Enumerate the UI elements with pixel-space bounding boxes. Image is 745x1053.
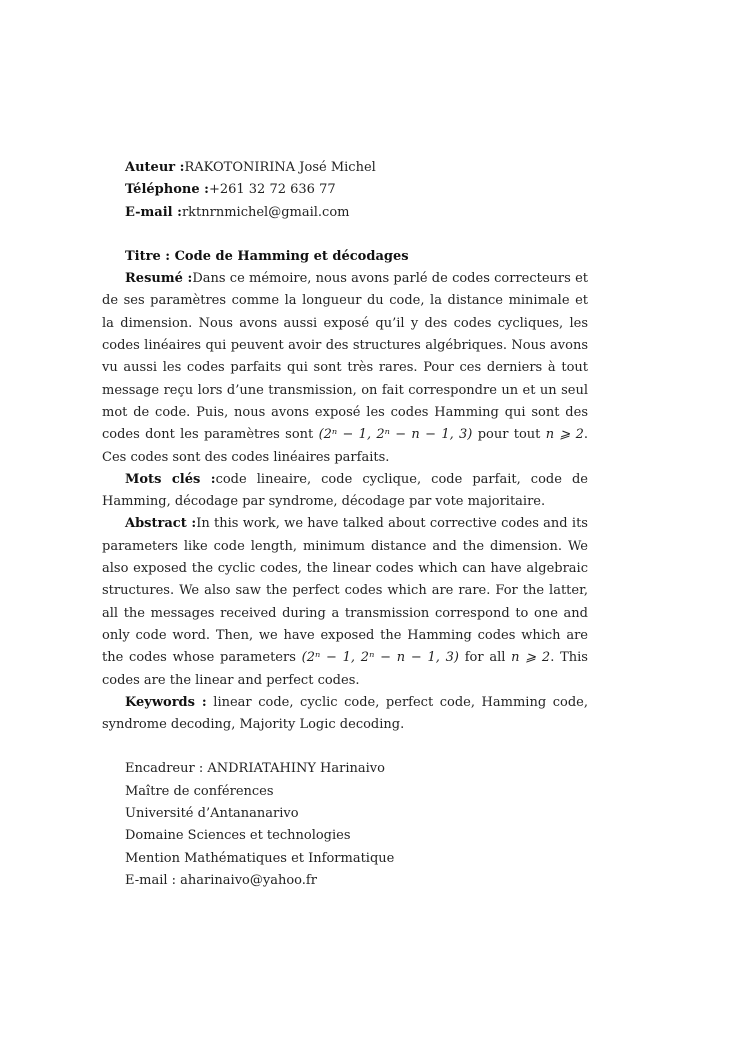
supervisor-domain: Domaine Sciences et technologies	[125, 828, 351, 844]
supervisor-email: E-mail : aharinaivo@yahoo.fr	[125, 872, 317, 888]
supervisor-rank: Maître de conférences	[125, 783, 274, 799]
email-label: E-mail :	[125, 204, 182, 220]
keywords-label: Keywords :	[125, 694, 207, 710]
keywords-text: linear code, cyclic code, perfect code, Hamming code, syndrome decoding, Majority Logic decoding.	[102, 694, 588, 733]
abstract-label: Abstract :	[125, 516, 197, 532]
resume-paragraph	[102, 268, 588, 469]
abstract-text-end: . This codes are the linear and perfect codes.	[102, 650, 588, 688]
document-title-line	[102, 246, 588, 268]
phone-label: Téléphone :	[125, 182, 209, 198]
abstract-paragraph	[102, 513, 588, 691]
phone-number: +261 32 72 636 77	[208, 182, 336, 198]
supervisor-university: Université d’Antananarivo	[125, 806, 299, 822]
abstract-condition: n ⩾ 2	[511, 650, 551, 666]
resume-label: Resumé :	[125, 271, 193, 287]
abstract-text-mid: for all	[464, 650, 506, 666]
abstract-text: In this work, we have talked about corrective codes and its parameters like code length, minimum distance and the dimension. We also exposed the cyclic codes, the linear codes which can have algebraic structures. We also saw the perfect codes which are rare. For the latter, all the messages received during a transmission correspond to one and only code word. Then, we have exposed the Hamming codes which are the codes whose parameters	[102, 516, 588, 666]
email-address: rktnrnmichel@gmail.com	[181, 204, 350, 220]
email-line	[102, 202, 588, 224]
resume-math: (2ⁿ − 1, 2ⁿ − n − 1, 3)	[318, 427, 473, 443]
mots-cles-paragraph	[102, 469, 588, 514]
author-line	[102, 157, 588, 179]
supervisor-mention: Mention Mathématiques et Informatique	[125, 850, 395, 866]
mots-cles-text: code lineaire, code cyclique, code parfait, code de Hamming, décodage par syndrome, décodage par vote majoritaire.	[102, 471, 588, 510]
author-name: RAKOTONIRINA José Michel	[184, 160, 376, 175]
author-label: Auteur :	[125, 160, 185, 175]
resume-text: Dans ce mémoire, nous avons parlé de codes correcteurs et de ses paramètres comme la longueur du code, la distance minimale et la dimension. Nous avons aussi exposé qu’il y des codes cycliques, les codes linéaires qui peuvent avoir des structures algébriques. Nous avons vu aussi les codes parfaits qui sont très rares. Pour ces derniers à tout message reçu lors d’une transmission, on fait correspondre un et un seul mot de code. Puis, nous avons exposé les codes Hamming qui sont des codes dont les paramètres sont	[102, 271, 588, 443]
mots-cles-label: Mots clés :	[125, 471, 216, 487]
abstract-math: (2ⁿ − 1, 2ⁿ − n − 1, 3)	[301, 650, 459, 666]
document-title: Titre : Code de Hamming et décodages	[125, 248, 409, 264]
keywords-paragraph	[102, 692, 588, 737]
resume-condition: n ⩾ 2	[545, 427, 584, 443]
resume-text-mid: pour tout	[477, 427, 541, 443]
document-page	[102, 157, 588, 892]
phone-line	[102, 179, 588, 201]
resume-text-end: . Ces codes sont des codes linéaires parfaits.	[102, 427, 588, 465]
supervisor-line: Encadreur : ANDRIATAHINY Harinaivo	[125, 761, 385, 777]
